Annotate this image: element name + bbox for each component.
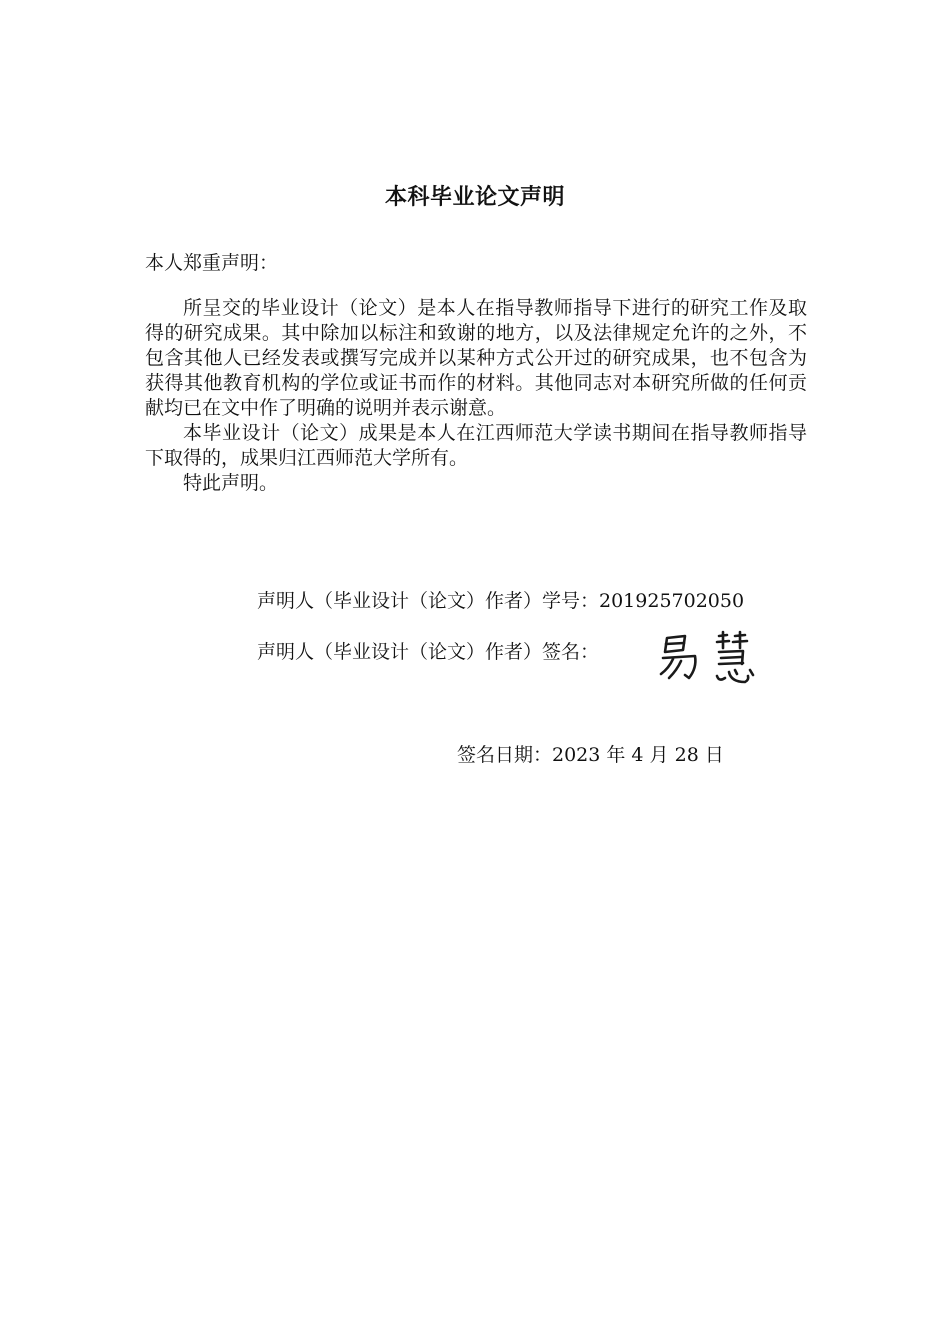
paragraph-3: 特此声明。 <box>183 472 279 494</box>
page-title: 本科毕业论文声明 <box>384 185 565 210</box>
student-id-line: 声明人（毕业设计（论文）作者）学号：201925702050 <box>257 590 745 612</box>
declaration-body <box>145 296 807 496</box>
salutation: 本人郑重声明： <box>145 252 279 274</box>
signature-date: 签名日期：2023 年 4 月 28 日 <box>457 744 724 766</box>
signature-label: 声明人（毕业设计（论文）作者）签名： <box>257 641 600 663</box>
handwritten-signature <box>655 628 765 688</box>
paragraph-1: 所呈交的毕业设计（论文）是本人在指导教师指导下进行的研究工作及取得的研究成果。其中除加以标注和致谢的地方，以及法律规定允许的之外，不包含其他人已经发表或撰写完成并以某种方式公开过的研究成果，也不包含为获得其他教育机构的学位或证书而作的材料。其他同志对本研究所做的任何贡献均已在文中作了明确的说明并表示谢意。 <box>145 297 807 419</box>
paragraph-2: 本毕业设计（论文）成果是本人在江西师范大学读书期间在指导教师指导下取得的，成果归江西师范大学所有。 <box>145 422 807 469</box>
